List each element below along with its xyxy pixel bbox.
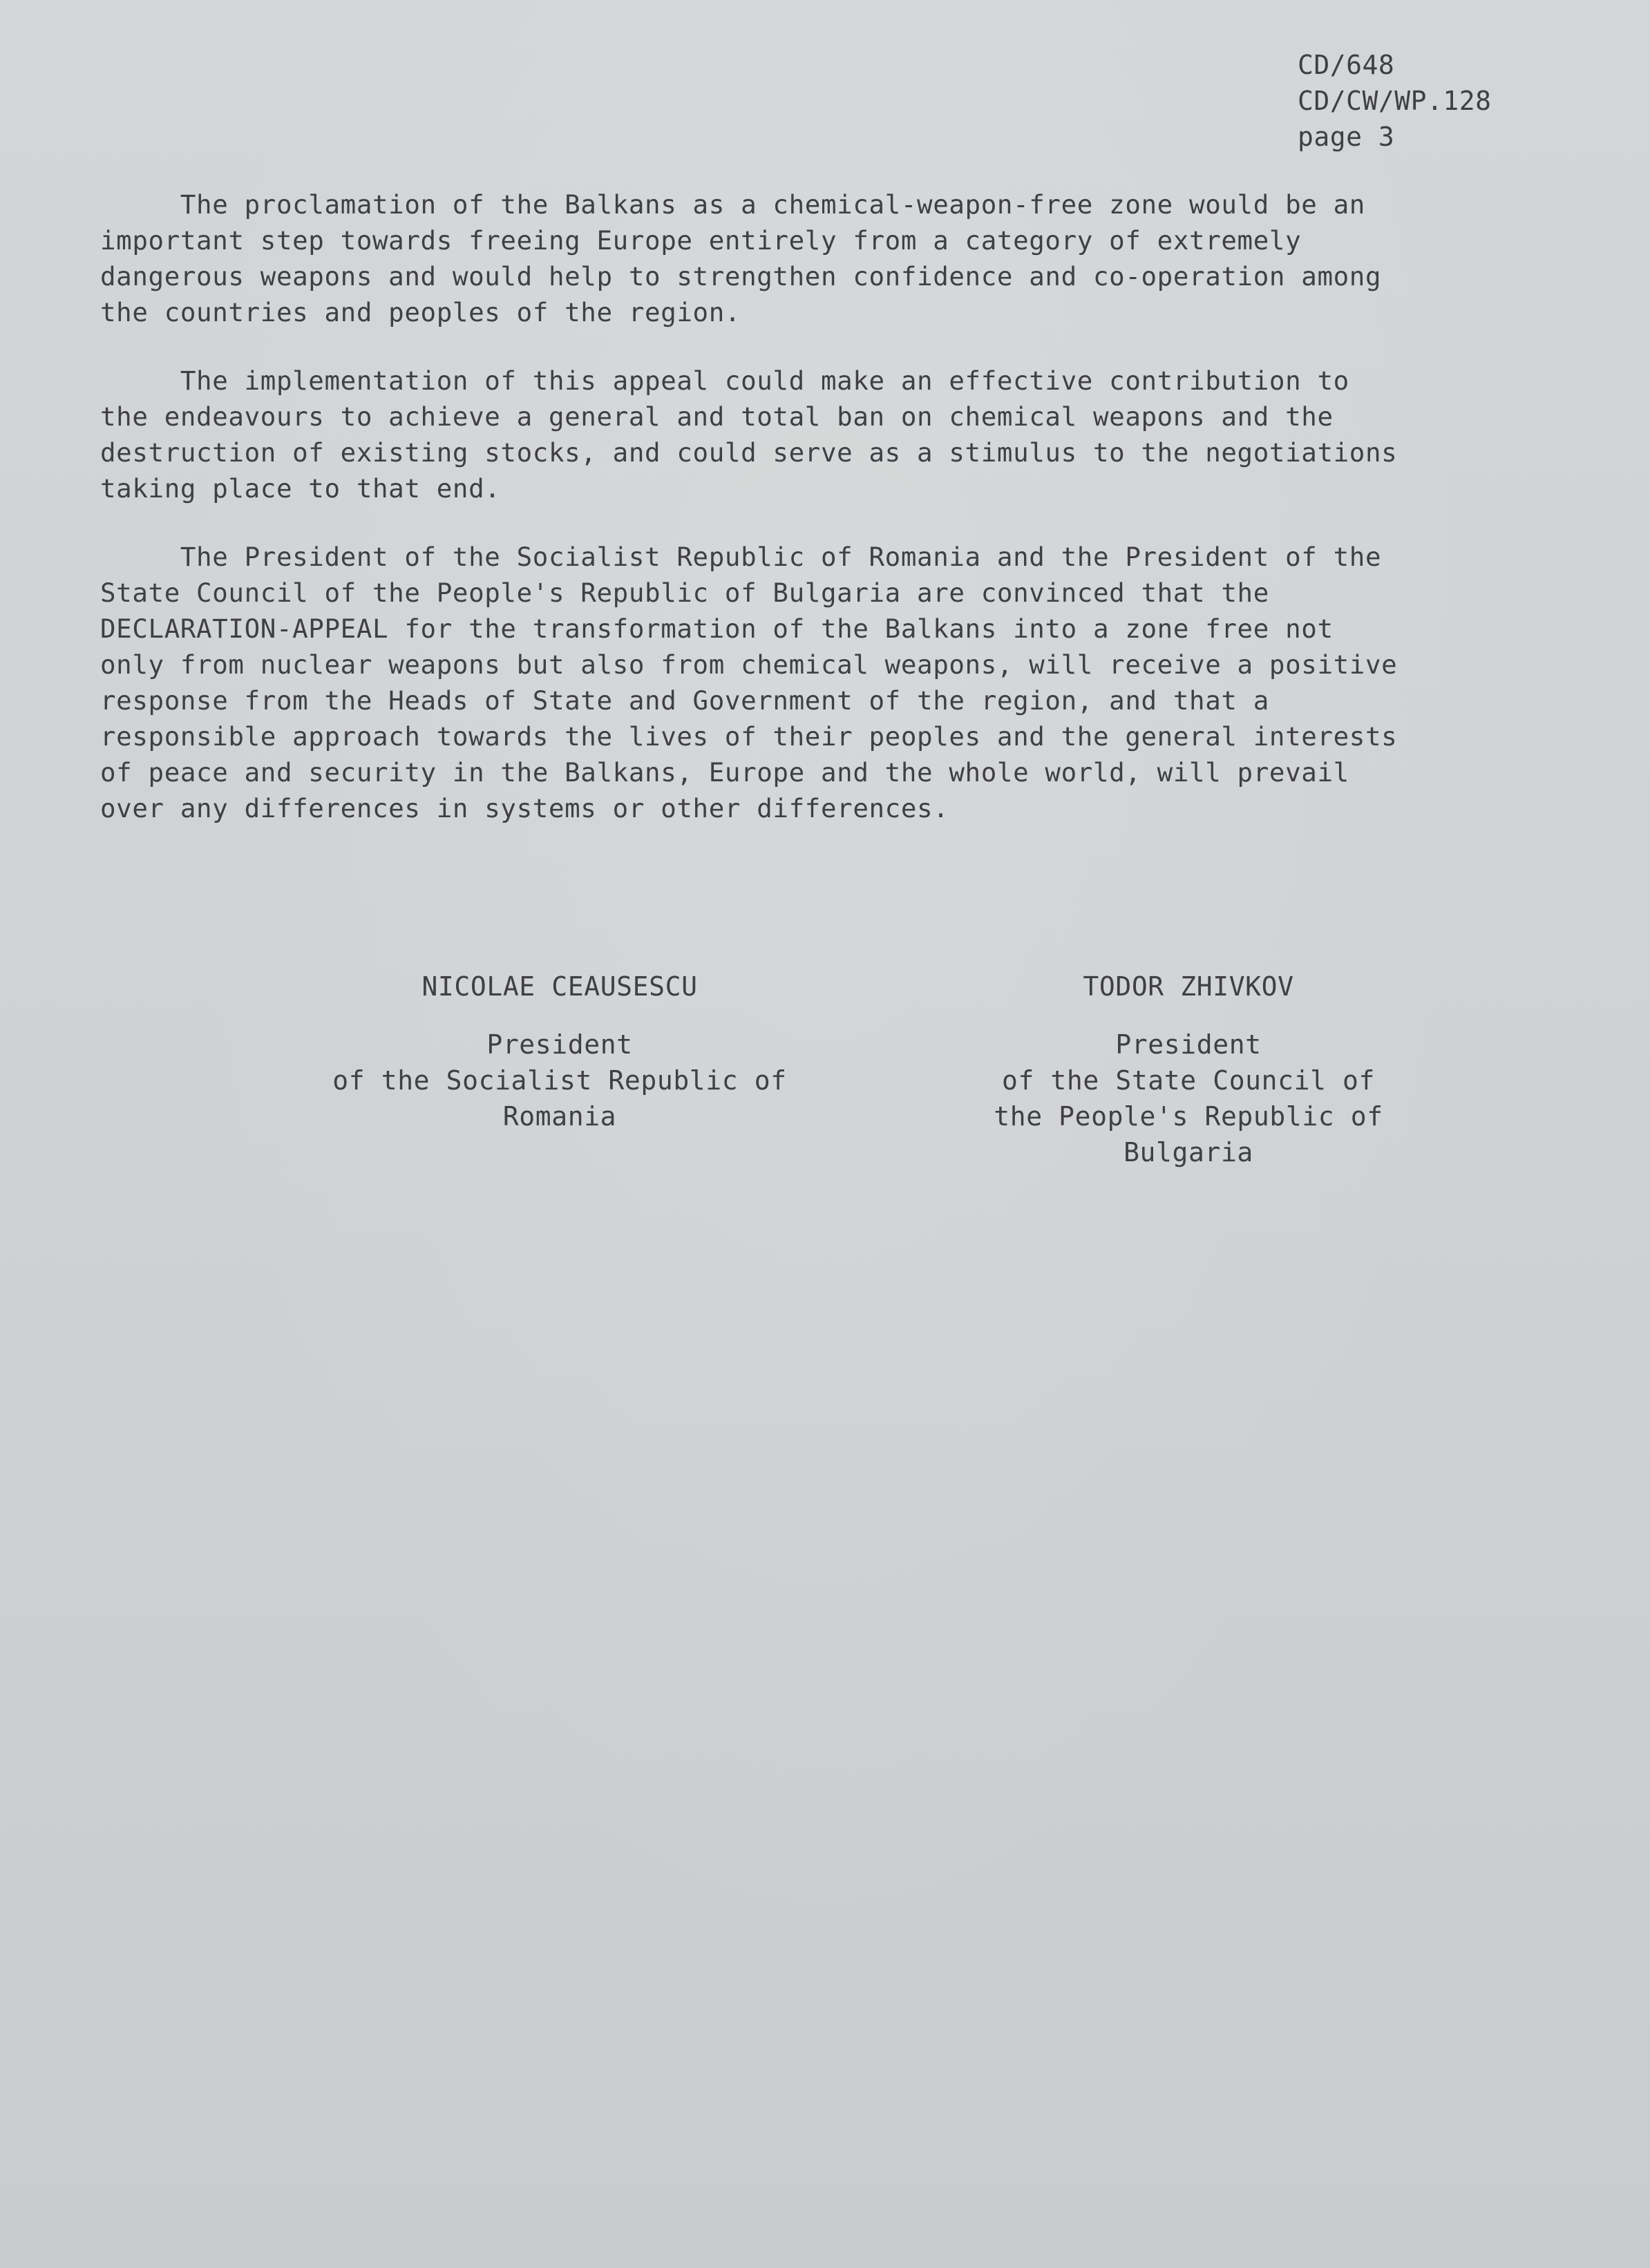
paragraph-line: dangerous weapons and would help to strengthen confidence and co-operation among	[100, 261, 1382, 292]
signatory-title-line: of the Socialist Republic of	[332, 1065, 787, 1096]
paragraph-line: The President of the Socialist Republic of Romania and the President of the	[100, 542, 1382, 572]
paragraph-line: State Council of the People's Republic of Bulgaria are convinced that the	[100, 578, 1269, 608]
page-number: page 3	[1298, 122, 1395, 152]
paragraph-line: destruction of existing stocks, and could serve as a stimulus to the negotiations	[100, 437, 1398, 468]
signatory-title	[304, 1027, 815, 1134]
paragraph-line: responsible approach towards the lives of their peoples and the general interests	[100, 721, 1398, 752]
document-symbol: CD/648	[1298, 50, 1395, 80]
working-paper-symbol: CD/CW/WP.128	[1298, 86, 1492, 116]
paragraph-line: DECLARATION-APPEAL for the transformation of the Balkans into a zone free not	[100, 613, 1334, 644]
signatory-title-line: Romania	[502, 1101, 617, 1132]
paragraph-conviction	[100, 539, 1551, 826]
signatory-title-line: the People's Republic of	[994, 1101, 1383, 1132]
signatory-name: NICOLAE CEAUSESCU	[421, 971, 698, 1002]
signatory-title	[960, 1027, 1416, 1170]
signatory-title-line: President	[486, 1029, 633, 1060]
paragraph-line: The proclamation of the Balkans as a chemical-weapon-free zone would be an	[100, 189, 1365, 220]
paragraph-line: over any differences in systems or other differences.	[100, 793, 949, 823]
paragraph-line: important step towards freeing Europe entirely from a category of extremely	[100, 225, 1302, 256]
signatory-title-line: President	[1115, 1029, 1262, 1060]
paragraph-line: the countries and peoples of the region.	[100, 297, 741, 327]
signatory-bulgaria	[960, 969, 1416, 1170]
paragraph-line: only from nuclear weapons but also from chemical weapons, will receive a positive	[100, 649, 1398, 680]
paragraph-line: The implementation of this appeal could make an effective contribution to	[100, 365, 1349, 396]
paragraph-line: response from the Heads of State and Government of the region, and that a	[100, 685, 1269, 716]
signatory-name: TODOR ZHIVKOV	[1083, 971, 1294, 1002]
signatory-title-line: of the State Council of	[1002, 1065, 1375, 1096]
paragraph-line: of peace and security in the Balkans, Europe and the whole world, will prevail	[100, 757, 1349, 788]
signatory-title-line: Bulgaria	[1123, 1137, 1253, 1168]
signatory-romania	[304, 969, 815, 1134]
paragraph-implementation	[100, 363, 1551, 506]
paragraph-line: taking place to that end.	[100, 473, 501, 504]
paragraph-line: the endeavours to achieve a general and total ban on chemical weapons and the	[100, 401, 1334, 432]
paragraph-proclamation	[100, 187, 1551, 330]
document-reference	[1298, 47, 1492, 155]
